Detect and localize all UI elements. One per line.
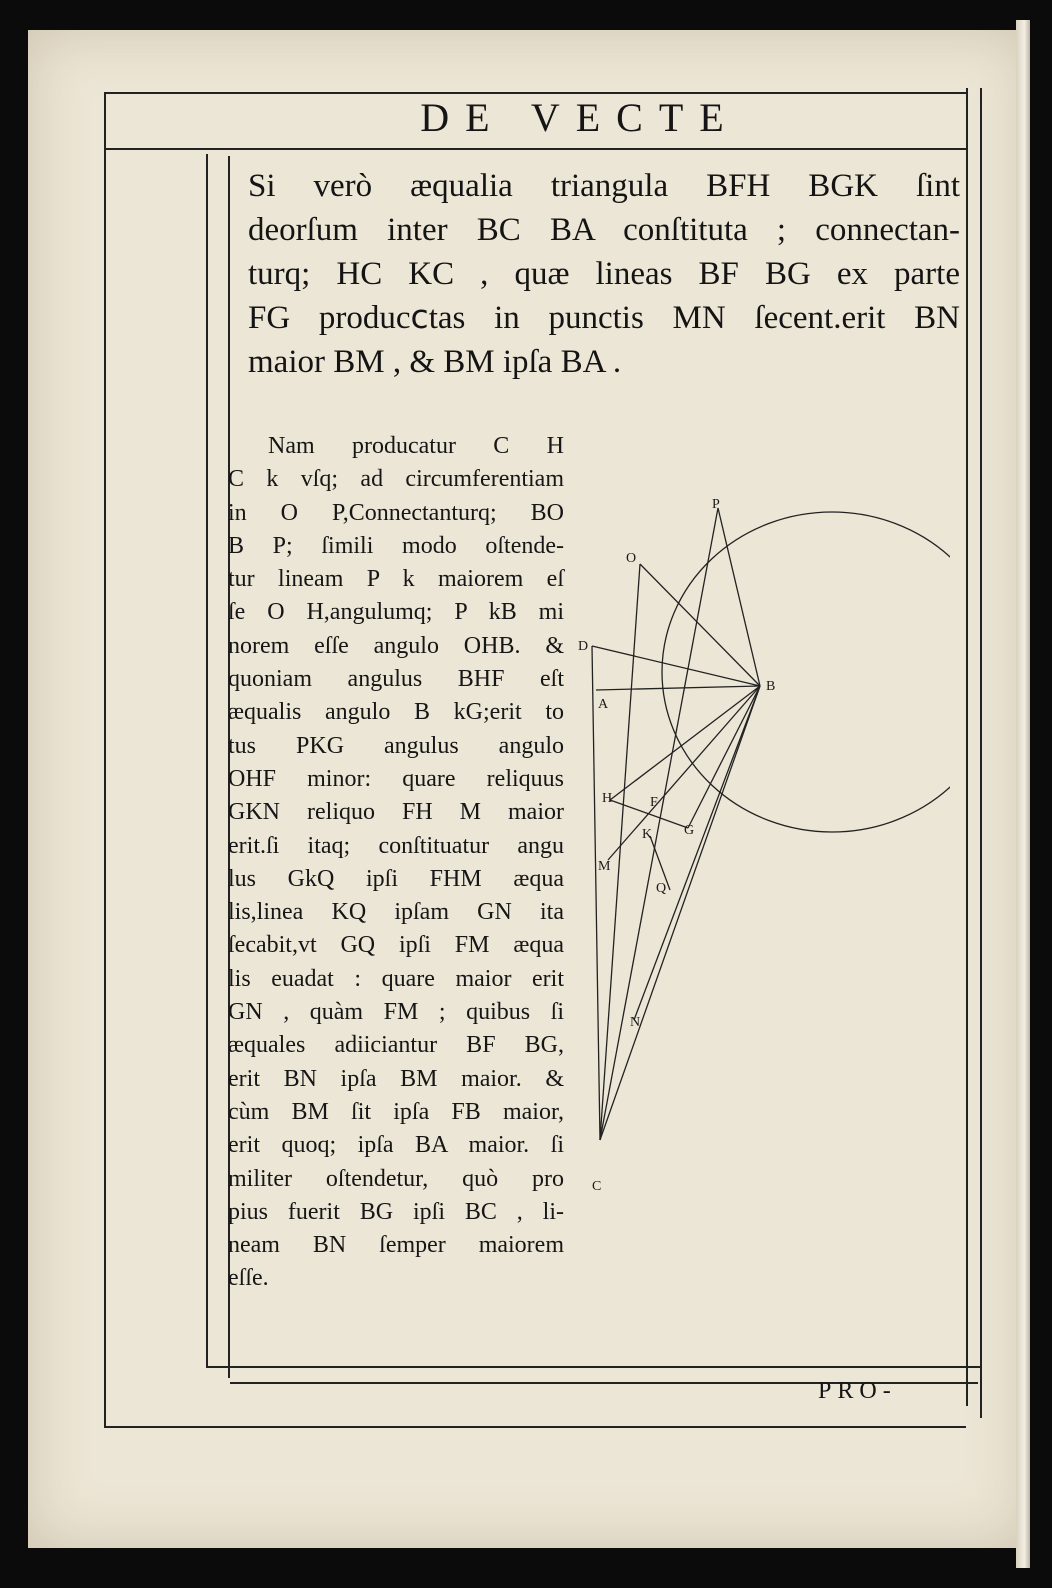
proof-line: erit BN ipſa BM maior. & xyxy=(228,1065,564,1092)
line-BD xyxy=(592,646,760,686)
label-G: G xyxy=(684,823,695,838)
proof-line: GN , quàm FM ; quibus ſi xyxy=(228,999,564,1026)
geometric-figure xyxy=(570,490,950,1210)
proof-line: GKN reliquo FH M maior xyxy=(228,799,564,826)
proposition-line: turq; HC KC , quæ lineas BF BG ex parte xyxy=(248,256,960,292)
label-K: K xyxy=(642,827,653,842)
proposition-line: Si verò æqualia triangula BFH BGK ſint xyxy=(248,168,960,204)
proposition-text xyxy=(248,164,960,384)
proposition-line: maior BM , & BM ipſa BA . xyxy=(248,344,622,380)
label-F: F xyxy=(650,795,658,810)
head-rule xyxy=(104,148,968,150)
catchword: PRO- xyxy=(818,1378,897,1404)
proof-line: militer oſtendetur, quò pro xyxy=(228,1165,564,1192)
line-CP xyxy=(600,508,718,1140)
proof-line: cùm BM ſit ipſa FB maior, xyxy=(228,1098,564,1125)
page-edge xyxy=(1016,20,1030,1568)
label-D: D xyxy=(578,639,589,654)
label-B: B xyxy=(766,679,776,694)
proof-line: ſecabit,vt GQ ipſi FM æqua xyxy=(228,932,564,959)
line-BH xyxy=(610,686,760,800)
proof-line: lis euadat : quare maior erit xyxy=(228,965,564,992)
line-BC xyxy=(600,686,760,1140)
running-head: DE VECTE xyxy=(420,95,740,140)
proof-line: B P; ſimili modo oſtende- xyxy=(228,532,564,559)
proposition-line: FG producⅽtas in punctis MN ſecent.erit BN xyxy=(248,300,960,336)
line-BN xyxy=(634,686,760,1020)
label-Q: Q xyxy=(656,881,667,896)
proof-line: tur lineam P k maiorem eſ xyxy=(228,566,564,593)
label-H: H xyxy=(602,791,613,806)
proof-line: æquales adiiciantur BF BG, xyxy=(228,1032,564,1059)
line-BP xyxy=(718,508,760,686)
label-C: C xyxy=(592,1179,602,1194)
line-BO xyxy=(640,564,760,686)
proof-line: neam BN ſemper maiorem xyxy=(228,1232,564,1259)
circle xyxy=(662,512,950,832)
proof-line: pius fuerit BG ipſi BC , li- xyxy=(228,1198,564,1225)
proof-line: erit quoq; ipſa BA maior. ſi xyxy=(228,1132,564,1159)
label-O: O xyxy=(626,551,637,566)
proof-line: tus PKG angulus angulo xyxy=(228,732,564,759)
proof-line: lus GkQ ipſi FHM æqua xyxy=(228,865,564,892)
proof-text xyxy=(228,430,564,1296)
label-A: A xyxy=(598,697,609,712)
proof-line: erit.ſi itaq; conſtituatur angu xyxy=(228,832,564,859)
proof-line: ſe O H,angulumq; P kB mi xyxy=(228,599,564,626)
line-BA xyxy=(596,686,760,690)
line-CD xyxy=(592,646,600,1140)
label-N: N xyxy=(630,1015,641,1030)
label-P: P xyxy=(712,497,720,512)
line-CO xyxy=(600,564,640,1140)
proof-line: eſſe. xyxy=(228,1265,269,1292)
proof-line: OHF minor: quare reliquus xyxy=(228,765,564,792)
figure-svg xyxy=(570,490,950,1210)
proof-line: norem eſſe angulo OHB. & xyxy=(228,632,564,659)
proof-line: Nam producatur C H xyxy=(268,433,564,459)
label-M: M xyxy=(598,859,611,874)
proof-line: quoniam angulus BHF eſt xyxy=(228,666,564,693)
proof-line: æqualis angulo B kG;erit to xyxy=(228,699,564,726)
proof-line: in O P,Connectanturq; BO xyxy=(228,499,564,526)
proof-line: C k vſq; ad circumferentiam xyxy=(228,466,564,493)
proposition-line: deorſum inter BC BA conſtituta ; connectan- xyxy=(248,212,960,248)
proof-line: lis,linea KQ ipſam GN ita xyxy=(228,899,564,926)
